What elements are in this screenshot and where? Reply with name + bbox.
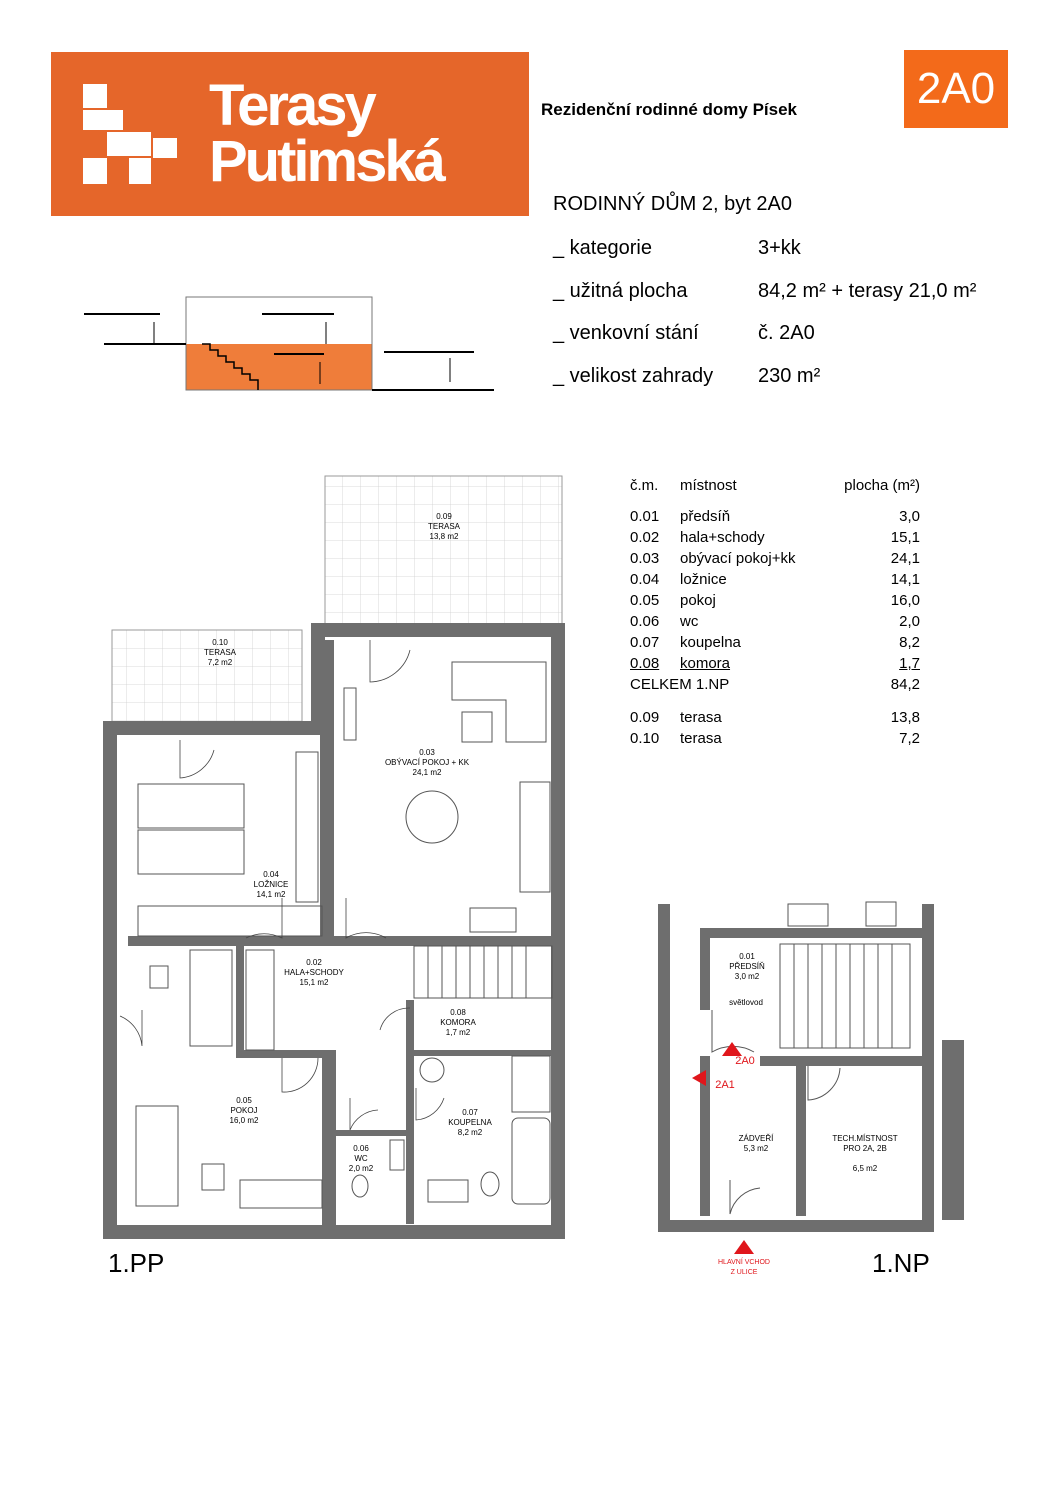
table-header: č.m. místnost plocha (m²) [630, 477, 920, 494]
table-row: 0.10 terasa 7,2 [630, 730, 920, 747]
room-label-zadveri: ZÁDVEŘÍ 5,3 m2 [738, 1134, 774, 1153]
table-row: 0.02 hala+schody 15,1 [630, 529, 920, 546]
entrance-label: HLAVNÍ VCHOD Z ULICE [718, 1259, 770, 1276]
table-row: 0.06 wc 2,0 [630, 613, 920, 630]
table-row: 0.08 komora 1,7 [630, 655, 920, 672]
brand-line2: Putimská [209, 129, 443, 194]
table-row: 0.09 terasa 13,8 [630, 709, 920, 726]
unit-code-badge: 2A0 [904, 50, 1008, 128]
page-subtitle: Rezidenční rodinné domy Písek [541, 100, 798, 119]
table-row: 0.03 obývací pokoj+kk 24,1 [630, 550, 920, 567]
room-label-0-08: 0.08 KOMORA 1,7 m2 [440, 1008, 476, 1037]
room-label-0-06: 0.06 WC 2,0 m2 [348, 1144, 374, 1173]
room-label-0-04: 0.04 LOŽNICE 14,1 m2 [253, 870, 289, 899]
room-label-0-07: 0.07 KOUPELNA 8,2 m2 [448, 1108, 492, 1137]
room-label-tech: TECH.MÍSTNOST PRO 2A, 2B 6,5 m2 [832, 1134, 898, 1173]
room-label-0-10: 0.10 TERASA 7,2 m2 [203, 638, 236, 667]
room-label-0-09: 0.09 TERASA 13,8 m2 [427, 512, 460, 541]
brand-line1: Terasy [209, 73, 374, 138]
table-row: 0.04 ložnice 14,1 [630, 571, 920, 588]
marker-2a0: 2A0 [735, 1055, 755, 1067]
floor-title-np: 1.NP [872, 1248, 930, 1278]
table-row: 0.07 koupelna 8,2 [630, 634, 920, 651]
room-label-0-03: 0.03 OBÝVACÍ POKOJ + KK 24,1 m2 [384, 748, 470, 777]
floor-title-pp: 1.PP [108, 1248, 165, 1278]
plan-np [664, 902, 964, 1254]
marker-2a1: 2A1 [715, 1079, 735, 1091]
room-label-0-05: 0.05 POKOJ 16,0 m2 [229, 1096, 259, 1125]
table-row: 0.05 pokoj 16,0 [630, 592, 920, 609]
table-total-row: CELKEM 1.NP 84,2 [630, 676, 920, 693]
room-label-svetlovod: světlovod [729, 998, 763, 1007]
room-label-0-01: 0.01 PŘEDSÍŇ 3,0 m2 [729, 952, 765, 981]
table-row: 0.01 předsíň 3,0 [630, 508, 920, 525]
room-label-0-02: 0.02 HALA+SCHODY 15,1 m2 [284, 958, 344, 987]
